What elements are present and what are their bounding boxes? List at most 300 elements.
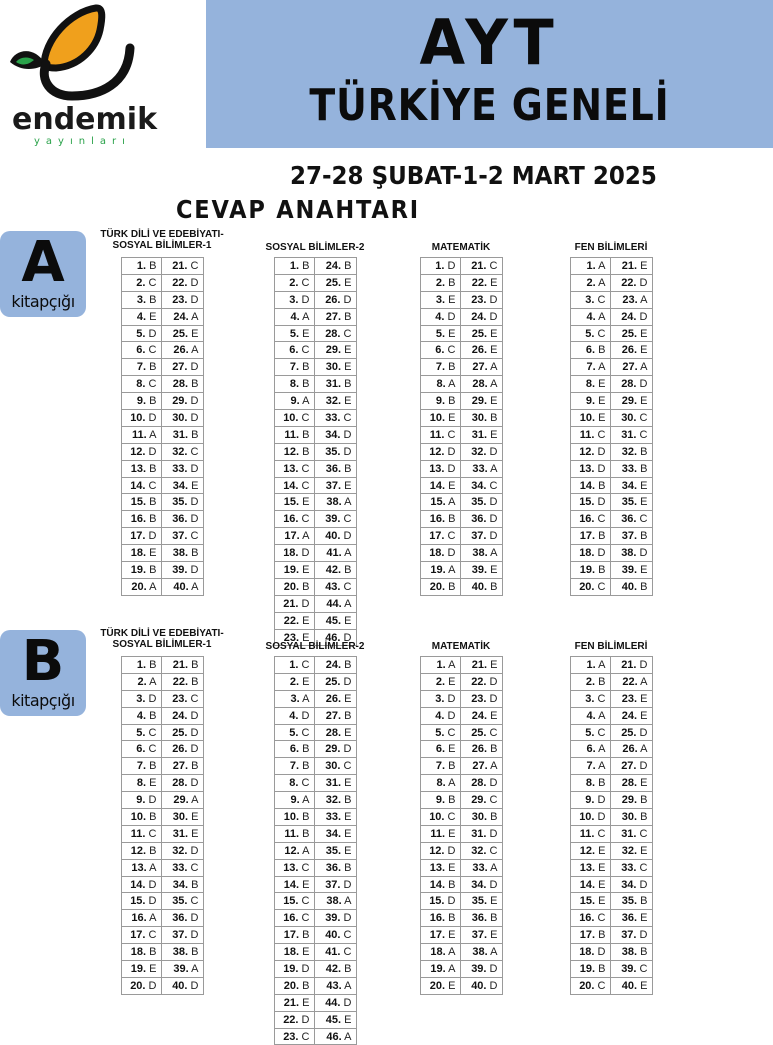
answer-letter: A: [598, 760, 606, 773]
answer-cell: [161, 342, 203, 359]
subject-title-line: SOSYAL BİLİMLER-1: [112, 639, 212, 650]
answer-letter: D: [597, 794, 606, 807]
question-number: 29.: [325, 344, 342, 357]
question-number: 31.: [172, 827, 189, 840]
booklet-letter: A: [21, 230, 65, 295]
answer-letter: A: [448, 946, 456, 959]
answer-letter: B: [640, 445, 648, 458]
question-number: 46.: [326, 1030, 342, 1043]
answer-row: [274, 359, 356, 376]
question-number: 20.: [130, 979, 146, 992]
answer-letter: C: [597, 726, 606, 739]
question-number: 40.: [621, 580, 638, 593]
question-number: 33.: [472, 462, 488, 475]
answer-row: [420, 342, 502, 359]
subject-title: [250, 229, 380, 255]
answer-letter: E: [149, 777, 157, 790]
question-number: 4.: [290, 310, 300, 323]
answer-letter: D: [639, 310, 648, 323]
answer-letter: A: [191, 794, 199, 807]
question-number: 30.: [621, 411, 637, 424]
answer-letter: E: [490, 327, 498, 340]
answer-letter: D: [447, 462, 456, 475]
question-number: 22.: [172, 276, 188, 289]
answer-row: [274, 944, 356, 961]
answer-table: [570, 656, 653, 995]
answer-letter: B: [149, 513, 157, 526]
answer-letter: A: [191, 310, 199, 323]
answer-cell: [274, 359, 314, 376]
answer-cell: [274, 443, 314, 460]
answer-cell: [274, 410, 314, 427]
answer-letter: C: [301, 861, 310, 874]
answer-cell: [161, 724, 203, 741]
question-number: 28.: [472, 378, 488, 391]
question-number: 25.: [325, 276, 342, 289]
answer-letter: D: [639, 547, 648, 560]
answer-cell: [314, 342, 356, 359]
answer-row: [274, 724, 356, 741]
answer-cell: [121, 775, 161, 792]
answer-key-title: CEVAP ANAHTARI: [176, 195, 420, 224]
question-number: 22.: [471, 276, 488, 289]
question-number: 19.: [283, 563, 300, 576]
question-number: 37.: [471, 530, 487, 543]
booklet-b-badge: [0, 630, 86, 716]
answer-letter: D: [639, 878, 648, 891]
answer-letter: D: [301, 547, 310, 560]
answer-letter: D: [489, 530, 498, 543]
question-number: 32.: [471, 844, 487, 857]
answer-row: [570, 477, 652, 494]
answer-cell: [314, 1011, 356, 1028]
answer-cell: [420, 410, 460, 427]
question-number: 20.: [429, 580, 446, 593]
question-number: 3.: [435, 293, 446, 306]
question-number: 8.: [136, 378, 146, 391]
answer-cell: [460, 741, 502, 758]
answer-letter: E: [191, 810, 199, 823]
question-number: 19.: [130, 563, 147, 576]
question-number: 4.: [289, 709, 299, 722]
answer-row: [121, 477, 203, 494]
question-number: 38.: [472, 946, 488, 959]
answer-cell: [274, 511, 314, 528]
question-number: 30.: [172, 810, 189, 823]
question-number: 35.: [471, 895, 488, 908]
answer-letter: B: [149, 810, 157, 823]
question-number: 5.: [136, 327, 146, 340]
answer-letter: A: [344, 547, 352, 560]
question-number: 19.: [430, 563, 446, 576]
answer-cell: [121, 562, 161, 579]
answer-cell: [274, 528, 314, 545]
answer-letter: B: [344, 962, 352, 975]
answer-cell: [274, 876, 314, 893]
answer-letter: E: [191, 479, 199, 492]
answer-cell: [460, 927, 502, 944]
question-number: 15.: [579, 496, 595, 509]
answer-cell: [161, 707, 203, 724]
answer-letter: C: [190, 895, 199, 908]
answer-letter: D: [148, 878, 157, 891]
answer-letter: A: [302, 692, 310, 705]
answer-cell: [460, 910, 502, 927]
question-number: 27.: [621, 760, 637, 773]
answer-letter: D: [343, 912, 352, 925]
answer-letter: D: [489, 692, 498, 705]
answer-letter: E: [302, 878, 310, 891]
answer-letter: D: [148, 445, 157, 458]
answer-letter: E: [344, 395, 352, 408]
question-number: 23.: [622, 293, 638, 306]
answer-letter: E: [598, 878, 606, 891]
answer-cell: [121, 410, 161, 427]
question-number: 20.: [283, 580, 300, 593]
question-number: 14.: [429, 479, 446, 492]
answer-letter: D: [190, 912, 199, 925]
answer-letter: B: [302, 743, 310, 756]
answer-cell: [610, 657, 652, 674]
question-number: 3.: [290, 692, 300, 705]
answer-letter: A: [490, 946, 498, 959]
question-number: 30.: [621, 810, 638, 823]
answer-row: [420, 511, 502, 528]
answer-letter: E: [302, 614, 310, 627]
answer-letter: E: [302, 563, 310, 576]
question-number: 22.: [471, 675, 487, 688]
question-number: 27.: [172, 760, 189, 773]
question-number: 16.: [131, 912, 147, 925]
answer-cell: [161, 876, 203, 893]
answer-row: [570, 893, 652, 910]
answer-letter: B: [490, 810, 498, 823]
answer-cell: [460, 657, 502, 674]
answer-letter: A: [640, 743, 648, 756]
answer-cell: [570, 562, 610, 579]
answer-row: [274, 410, 356, 427]
answer-cell: [161, 426, 203, 443]
answer-letter: C: [190, 445, 199, 458]
answer-row: [121, 910, 203, 927]
answer-letter: D: [148, 411, 157, 424]
answer-letter: E: [344, 361, 352, 374]
answer-row: [121, 724, 203, 741]
answer-letter: E: [149, 547, 157, 560]
answer-row: [274, 426, 356, 443]
question-number: 6.: [435, 743, 446, 756]
answer-cell: [314, 758, 356, 775]
answer-letter: A: [448, 962, 456, 975]
question-number: 14.: [283, 479, 299, 492]
question-number: 23.: [172, 692, 188, 705]
question-number: 33.: [172, 462, 188, 475]
answer-row: [274, 393, 356, 410]
answer-letter: D: [190, 929, 199, 942]
answer-row: [121, 274, 203, 291]
answer-cell: [274, 961, 314, 978]
answer-letter: D: [343, 743, 352, 756]
answer-letter: D: [447, 692, 456, 705]
answer-cell: [121, 342, 161, 359]
answer-letter: A: [598, 276, 606, 289]
answer-letter: E: [490, 709, 498, 722]
answer-letter: B: [344, 462, 352, 475]
answer-cell: [610, 342, 652, 359]
question-number: 26.: [471, 344, 488, 357]
question-number: 9.: [290, 395, 300, 408]
answer-row: [121, 511, 203, 528]
answer-cell: [121, 291, 161, 308]
answer-letter: D: [148, 692, 157, 705]
answer-cell: [314, 426, 356, 443]
question-number: 38.: [172, 946, 189, 959]
answer-cell: [460, 859, 502, 876]
answer-letter: B: [302, 810, 310, 823]
answer-cell: [610, 578, 652, 595]
answer-row: [570, 977, 652, 994]
answer-letter: C: [148, 743, 157, 756]
question-number: 10.: [283, 411, 299, 424]
question-number: 40.: [325, 929, 341, 942]
answer-cell: [420, 460, 460, 477]
answer-cell: [570, 825, 610, 842]
answer-letter: D: [343, 445, 352, 458]
answer-letter: D: [489, 293, 498, 306]
question-number: 6.: [289, 344, 299, 357]
answer-letter: C: [447, 726, 456, 739]
answer-cell: [314, 961, 356, 978]
question-number: 39.: [172, 563, 188, 576]
answer-letter: D: [301, 709, 310, 722]
answer-letter: E: [490, 929, 498, 942]
answer-row: [274, 809, 356, 826]
answer-cell: [161, 961, 203, 978]
answer-cell: [420, 859, 460, 876]
question-number: 8.: [289, 378, 300, 391]
answer-row: [121, 460, 203, 477]
answer-cell: [570, 426, 610, 443]
subject-title: [406, 229, 516, 255]
answer-letter: C: [639, 962, 648, 975]
answer-cell: [314, 825, 356, 842]
answer-cell: [610, 562, 652, 579]
answer-row: [570, 410, 652, 427]
answer-cell: [314, 562, 356, 579]
question-number: 34.: [471, 479, 487, 492]
question-number: 34.: [325, 827, 342, 840]
question-number: 39.: [325, 513, 341, 526]
answer-row: [121, 927, 203, 944]
answer-cell: [420, 775, 460, 792]
answer-cell: [274, 792, 314, 809]
answer-cell: [420, 258, 460, 275]
question-number: 30.: [325, 361, 342, 374]
answer-letter: D: [190, 844, 199, 857]
answer-cell: [274, 545, 314, 562]
answer-cell: [161, 562, 203, 579]
answer-cell: [121, 578, 161, 595]
answer-letter: E: [598, 861, 606, 874]
answer-row: [420, 528, 502, 545]
question-number: 39.: [621, 563, 638, 576]
answer-cell: [161, 308, 203, 325]
answer-cell: [570, 443, 610, 460]
answer-row: [420, 859, 502, 876]
answer-cell: [420, 578, 460, 595]
question-number: 10.: [579, 810, 595, 823]
answer-row: [420, 944, 502, 961]
answer-row: [570, 258, 652, 275]
answer-letter: E: [490, 895, 498, 908]
answer-letter: B: [191, 658, 199, 671]
answer-letter: B: [598, 479, 606, 492]
answer-cell: [570, 308, 610, 325]
answer-row: [274, 876, 356, 893]
answer-letter: D: [489, 962, 498, 975]
question-number: 38.: [621, 547, 637, 560]
answer-cell: [420, 876, 460, 893]
answer-letter: A: [302, 310, 310, 323]
question-number: 6.: [586, 743, 596, 756]
answer-cell: [121, 274, 161, 291]
answer-cell: [420, 927, 460, 944]
question-number: 37.: [325, 479, 342, 492]
answer-row: [570, 545, 652, 562]
answer-cell: [314, 775, 356, 792]
question-number: 17.: [579, 530, 596, 543]
subject-block: [556, 628, 666, 995]
answer-letter: D: [639, 929, 648, 942]
answer-row: [121, 758, 203, 775]
answer-letter: E: [344, 827, 352, 840]
answer-letter: B: [598, 777, 606, 790]
answer-cell: [274, 274, 314, 291]
question-number: 1.: [586, 259, 596, 272]
answer-cell: [460, 690, 502, 707]
answer-letter: D: [343, 878, 352, 891]
answer-letter: E: [598, 411, 606, 424]
answer-cell: [420, 291, 460, 308]
question-number: 5.: [585, 327, 595, 340]
answer-row: [121, 673, 203, 690]
answer-letter: D: [190, 293, 199, 306]
question-number: 40.: [173, 580, 189, 593]
answer-cell: [570, 578, 610, 595]
answer-letter: E: [448, 675, 456, 688]
answer-cell: [610, 775, 652, 792]
answer-letter: D: [447, 895, 456, 908]
question-number: 11.: [429, 428, 445, 441]
question-number: 8.: [289, 777, 299, 790]
answer-letter: E: [302, 996, 310, 1009]
answer-letter: B: [149, 462, 157, 475]
answer-letter: B: [448, 513, 456, 526]
answer-row: [121, 961, 203, 978]
question-number: 44.: [325, 996, 341, 1009]
question-number: 7.: [435, 361, 446, 374]
answer-letter: D: [190, 743, 199, 756]
answer-row: [420, 325, 502, 342]
question-number: 37.: [621, 530, 638, 543]
answer-letter: C: [597, 692, 606, 705]
question-number: 2.: [435, 276, 446, 289]
answer-row: [121, 494, 203, 511]
answer-letter: D: [597, 547, 606, 560]
answer-row: [274, 775, 356, 792]
answer-letter: B: [640, 794, 648, 807]
question-number: 4.: [435, 310, 445, 323]
question-number: 16.: [429, 912, 446, 925]
question-number: 40.: [471, 580, 488, 593]
question-number: 33.: [325, 411, 341, 424]
answer-cell: [570, 359, 610, 376]
answer-letter: D: [343, 293, 352, 306]
answer-row: [274, 741, 356, 758]
answer-cell: [121, 494, 161, 511]
question-number: 43.: [325, 580, 341, 593]
booklet-label: kitapçığı: [11, 691, 75, 710]
question-number: 1.: [289, 658, 299, 671]
answer-cell: [274, 595, 314, 612]
answer-letter: C: [489, 794, 498, 807]
answer-row: [420, 359, 502, 376]
question-number: 29.: [621, 395, 638, 408]
answer-cell: [420, 562, 460, 579]
question-number: 34.: [172, 878, 189, 891]
answer-letter: D: [301, 597, 310, 610]
answer-cell: [460, 578, 502, 595]
answer-cell: [570, 758, 610, 775]
answer-cell: [274, 994, 314, 1011]
answer-cell: [161, 792, 203, 809]
answer-letter: B: [191, 378, 199, 391]
answer-cell: [121, 308, 161, 325]
answer-letter: B: [344, 709, 352, 722]
exam-subtitle: TÜRKİYE GENELİ: [309, 80, 670, 131]
answer-cell: [570, 961, 610, 978]
answer-cell: [274, 724, 314, 741]
question-number: 11.: [284, 428, 300, 441]
answer-cell: [420, 359, 460, 376]
answer-letter: E: [448, 861, 456, 874]
answer-letter: E: [640, 395, 648, 408]
question-number: 1.: [586, 658, 596, 671]
answer-table: [274, 656, 357, 1045]
answer-row: [274, 910, 356, 927]
question-number: 37.: [325, 878, 341, 891]
answer-cell: [121, 528, 161, 545]
answer-cell: [610, 876, 652, 893]
answer-row: [121, 944, 203, 961]
answer-row: [274, 325, 356, 342]
answer-cell: [570, 673, 610, 690]
question-number: 13.: [429, 462, 445, 475]
answer-row: [570, 342, 652, 359]
question-number: 23.: [471, 692, 487, 705]
question-number: 27.: [325, 310, 342, 323]
answer-letter: B: [344, 658, 352, 671]
answer-row: [121, 545, 203, 562]
question-number: 9.: [585, 794, 595, 807]
answer-row: [420, 809, 502, 826]
answer-cell: [610, 673, 652, 690]
answer-row: [121, 809, 203, 826]
question-number: 40.: [471, 979, 487, 992]
question-number: 14.: [283, 878, 300, 891]
answer-letter: A: [344, 496, 352, 509]
answer-letter: C: [639, 513, 648, 526]
